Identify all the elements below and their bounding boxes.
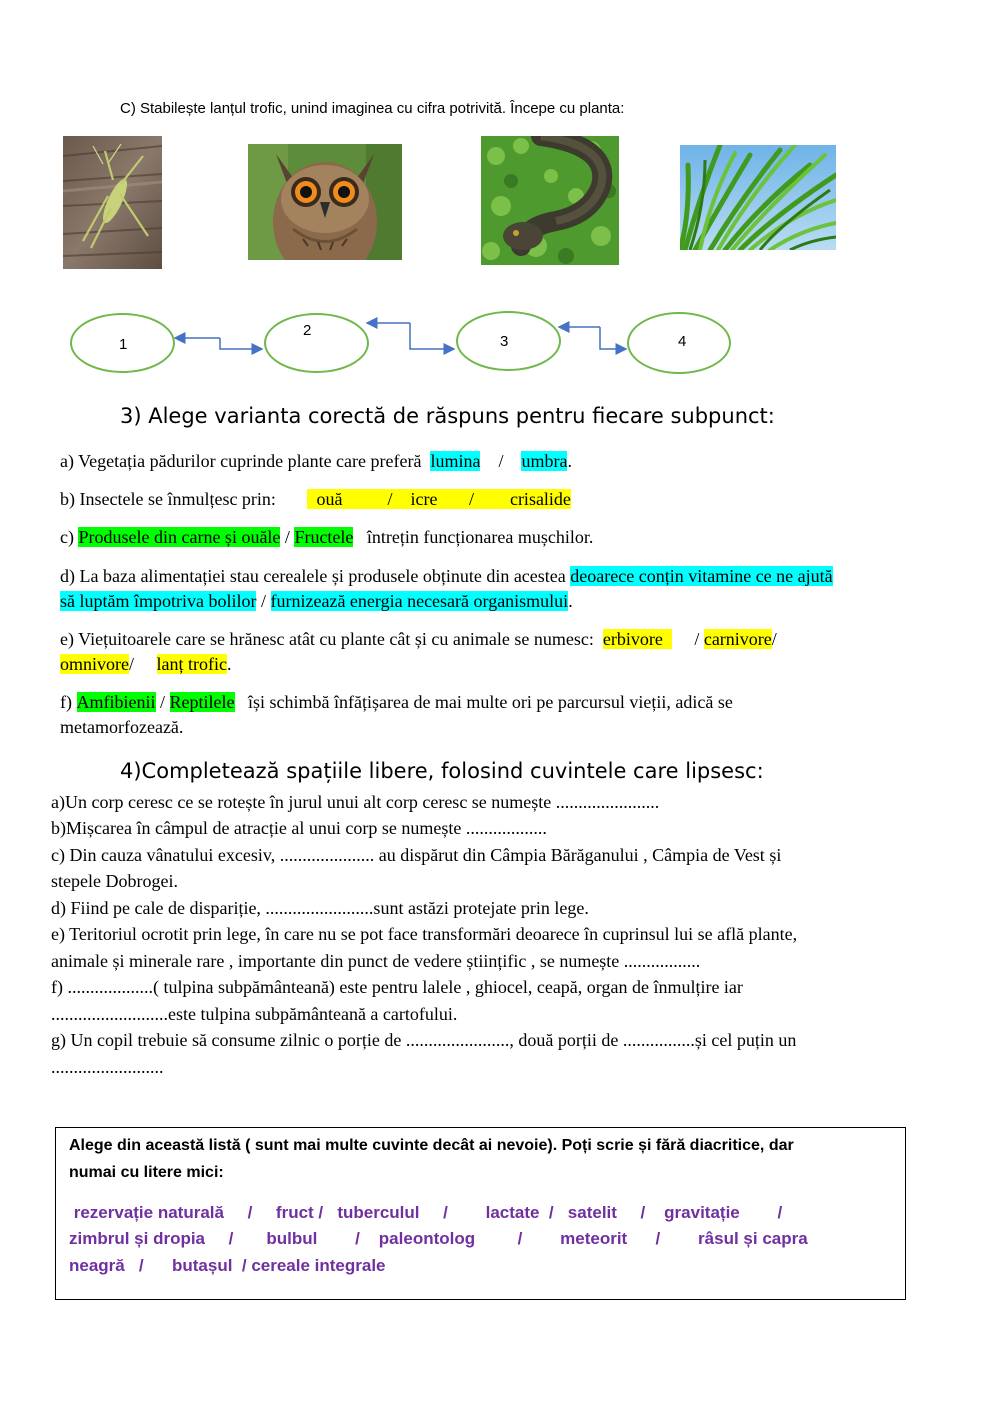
separator: / [160, 692, 166, 712]
question-a-text: a) Vegetația pădurilor cuprinde plante care preferă [60, 451, 422, 471]
option-omnivore[interactable]: omnivore [60, 654, 129, 674]
period: . [227, 654, 232, 674]
section3-title: 3) Alege varianta corectă de răspuns pentru fiecare subpunct: [120, 404, 775, 428]
separator: / [694, 629, 700, 649]
chain-oval-3[interactable] [456, 311, 561, 371]
option-carnivore[interactable]: carnivore [703, 629, 772, 649]
option-vitamine-a[interactable]: deoarece conțin vitamine ce ne ajută [570, 566, 833, 586]
question-d-line2 [60, 589, 573, 614]
fill-line-g: g) Un copil trebuie să consume zilnic o porție de ......................., două porții de ................și cel puțin un [51, 1030, 797, 1050]
fill-line-b: b)Mișcarea în câmpul de atracție al unui corp se numește .................. [51, 818, 547, 838]
separator: / [498, 451, 504, 471]
question-f-line2: metamorfozează. [60, 717, 184, 737]
period: . [567, 451, 572, 471]
period: . [568, 591, 573, 611]
option-erbivore[interactable]: erbivore [603, 629, 672, 649]
option-fructele[interactable]: Fructele [294, 527, 354, 547]
option-vitamine-b[interactable]: să luptăm împotriva bolilor [60, 591, 257, 611]
option-amfibienii[interactable]: Amfibienii [76, 692, 156, 712]
fill-line-a: a)Un corp ceresc ce se rotește în jurul unui alt corp ceresc se numește ....................... [51, 792, 660, 812]
separator: / [260, 591, 266, 611]
question-c [60, 525, 593, 550]
question-e-line1 [60, 627, 777, 652]
fill-line-e2: animale și minerale rare , importante din punct de vedere științific , se numește ................. [51, 951, 701, 971]
question-c-prefix: c) [60, 527, 74, 547]
word-list-box [55, 1127, 906, 1300]
chain-label-4: 4 [678, 333, 687, 350]
option-energie[interactable]: furnizează energia necesară organismului [270, 591, 569, 611]
fill-line-g2: ......................... [51, 1057, 164, 1077]
fill-line-c: c) Din cauza vânatului excesiv, ..................... au dispărut din Câmpia Bărăganului , Câmpia de Vest și [51, 845, 782, 865]
question-d-line1 [60, 564, 833, 589]
chain-oval-2[interactable] [264, 313, 369, 373]
option-oua[interactable]: ouă / [307, 489, 410, 509]
instruction-c: C) Stabilește lanțul trofic, unind imaginea cu cifra potrivită. Începe cu planta: [120, 100, 625, 117]
owl-image [248, 144, 402, 260]
question-b-text: b) Insectele se înmulțesc prin: [60, 489, 276, 509]
separator: / [771, 629, 777, 649]
grasshopper-image [63, 136, 162, 269]
grass-image [680, 145, 836, 250]
question-f-text: își schimbă înfățișarea de mai multe ori pe parcursul vieții, adică se [248, 692, 733, 712]
separator: / [284, 527, 290, 547]
chain-label-2: 2 [303, 322, 312, 339]
question-b [60, 487, 571, 512]
option-umbra[interactable]: umbra [521, 451, 568, 471]
option-lumina[interactable]: lumina [430, 451, 481, 471]
chain-label-1: 1 [119, 336, 128, 353]
word-box-instruction-1: Alege din această listă ( sunt mai multe cuvinte decât ai nevoie). Poți scrie și fără diacritice, dar [69, 1137, 794, 1154]
fill-line-c2: stepele Dobrogei. [51, 871, 178, 891]
word-list-line-2: zimbrul și dropia / bulbul / paleontolog / meteorit / râsul și capra [69, 1229, 808, 1248]
option-reptilele[interactable]: Reptilele [169, 692, 235, 712]
fill-line-f2: ..........................este tulpina subpământeană a cartofului. [51, 1004, 458, 1024]
option-produse-carne[interactable]: Produsele din carne și ouăle [78, 527, 281, 547]
question-a [60, 449, 572, 474]
question-f-prefix: f) [60, 692, 72, 712]
word-list-line-3: neagră / butașul / cereale integrale [69, 1256, 386, 1275]
word-list-line-1: rezervație naturală / fruct / tuberculul / lactate / satelit / gravitație / [69, 1203, 783, 1222]
option-crisalide[interactable]: crisalide [509, 489, 571, 509]
option-lant-trofic[interactable]: lanț trofic [156, 654, 227, 674]
word-box-instruction-2: numai cu litere mici: [69, 1164, 224, 1181]
fill-line-d: d) Fiind pe cale de dispariție, ........................sunt astăzi protejate prin lege. [51, 898, 589, 918]
question-c-text: întrețin funcționarea mușchilor. [366, 527, 594, 547]
separator: / [129, 654, 135, 674]
fill-line-e: e) Teritoriul ocrotit prin lege, în care nu se pot face transformări deoarece în cuprinsul lui se află plante, [51, 924, 798, 944]
chain-label-3: 3 [500, 333, 509, 350]
question-e-text: e) Viețuitoarele care se hrănesc atât cu plante cât și cu animale se numesc: [60, 629, 594, 649]
option-icre[interactable]: icre / [410, 489, 510, 509]
question-e-line2 [60, 652, 232, 677]
question-f-line1 [60, 690, 733, 715]
fill-line-f: f) ...................( tulpina subpământeană) este pentru lalele , ghiocel, ceapă, organ de înmulțire iar [51, 977, 743, 997]
snake-image [481, 136, 619, 265]
question-d-text: d) La baza alimentației stau cerealele și produsele obținute din acestea [60, 566, 566, 586]
section4-title: 4)Completează spațiile libere, folosind cuvintele care lipsesc: [120, 759, 764, 783]
